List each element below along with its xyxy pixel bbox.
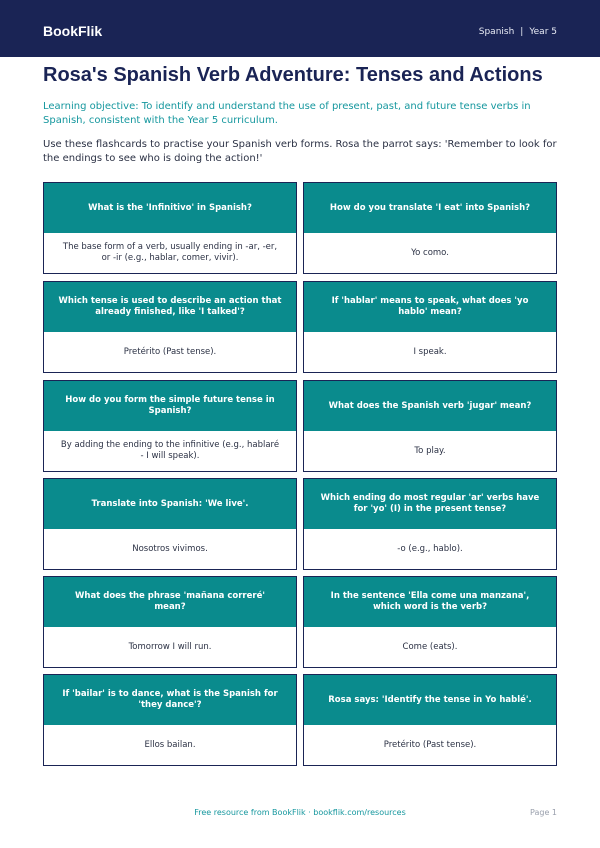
brand-logo-text[interactable]: BookFlik [43, 23, 103, 39]
subject-year-label [479, 27, 557, 37]
flashcard [43, 380, 297, 472]
page-title: Rosa's Spanish Verb Adventure: Tenses and Actions [43, 64, 543, 86]
flashcard-answer: I speak. [413, 346, 447, 357]
flashcard-question: How do you translate 'I eat' into Spanish? [304, 183, 556, 233]
flashcard-question: Rosa says: 'Identify the tense in Yo hablé'. [304, 675, 556, 725]
flashcard [303, 380, 557, 472]
flashcard-question: What does the Spanish verb 'jugar' mean? [304, 381, 556, 431]
separator: | [520, 27, 524, 37]
top-header-bar [0, 0, 600, 57]
learning-objective: Learning objective: To identify and understand the use of present, past, and future tense verbs in Spanish, consistent with the Year 5 curriculum. [43, 101, 531, 126]
flashcard-answer: Pretérito (Past tense). [123, 346, 217, 357]
flashcard [43, 674, 297, 766]
footer-credit[interactable]: Free resource from BookFlik · bookflik.com/resources [194, 808, 406, 817]
flashcard-question: Translate into Spanish: 'We live'. [44, 479, 296, 529]
flashcard-question: In the sentence 'Ella come una manzana', which word is the verb? [304, 577, 556, 627]
flashcard [303, 674, 557, 766]
flashcard-answer: Nosotros vivimos. [132, 543, 208, 554]
flashcard-question: If 'hablar' means to speak, what does 'yo hablo' mean? [304, 282, 556, 332]
flashcard-question: Which ending do most regular 'ar' verbs have for 'yo' (I) in the present tense? [304, 479, 556, 529]
flashcard [43, 576, 297, 668]
flashcard-answer: The base form of a verb, usually ending in -ar, -er, or -ir (e.g., hablar, comer, vivir). [62, 242, 278, 263]
flashcard [43, 182, 297, 274]
flashcard-question: Which tense is used to describe an action that already finished, like 'I talked'? [44, 282, 296, 332]
flashcard-question: What is the 'Infinitivo' in Spanish? [44, 183, 296, 233]
year-label: Year 5 [529, 27, 557, 37]
flashcard-question: How do you form the simple future tense in Spanish? [44, 381, 296, 431]
flashcard-answer: To play. [414, 445, 446, 456]
flashcard [303, 576, 557, 668]
flashcard-answer: -o (e.g., hablo). [397, 543, 463, 554]
flashcard-question: What does the phrase 'mañana correré' mean? [44, 577, 296, 627]
subject-label: Spanish [478, 27, 515, 37]
flashcard [303, 478, 557, 570]
flashcard [303, 281, 557, 373]
intro-text: Use these flashcards to practise your Spanish verb forms. Rosa the parrot says: 'Remember to look for the endings to see who is doing the action!' [43, 139, 557, 164]
flashcard [43, 281, 297, 373]
flashcard-answer: Pretérito (Past tense). [383, 739, 477, 750]
flashcard-answer: Yo como. [411, 247, 449, 258]
flashcard-answer: Come (eats). [402, 641, 458, 652]
flashcard [303, 182, 557, 274]
flashcard [43, 478, 297, 570]
flashcard-answer: Tomorrow I will run. [128, 641, 212, 652]
flashcard-answer: Ellos bailan. [144, 739, 196, 750]
flashcard-question: If 'bailar' is to dance, what is the Spanish for 'they dance'? [44, 675, 296, 725]
flashcard-answer: By adding the ending to the infinitive (e.g., hablaré - I will speak). [60, 440, 280, 461]
page-number: Page 1 [530, 808, 557, 817]
